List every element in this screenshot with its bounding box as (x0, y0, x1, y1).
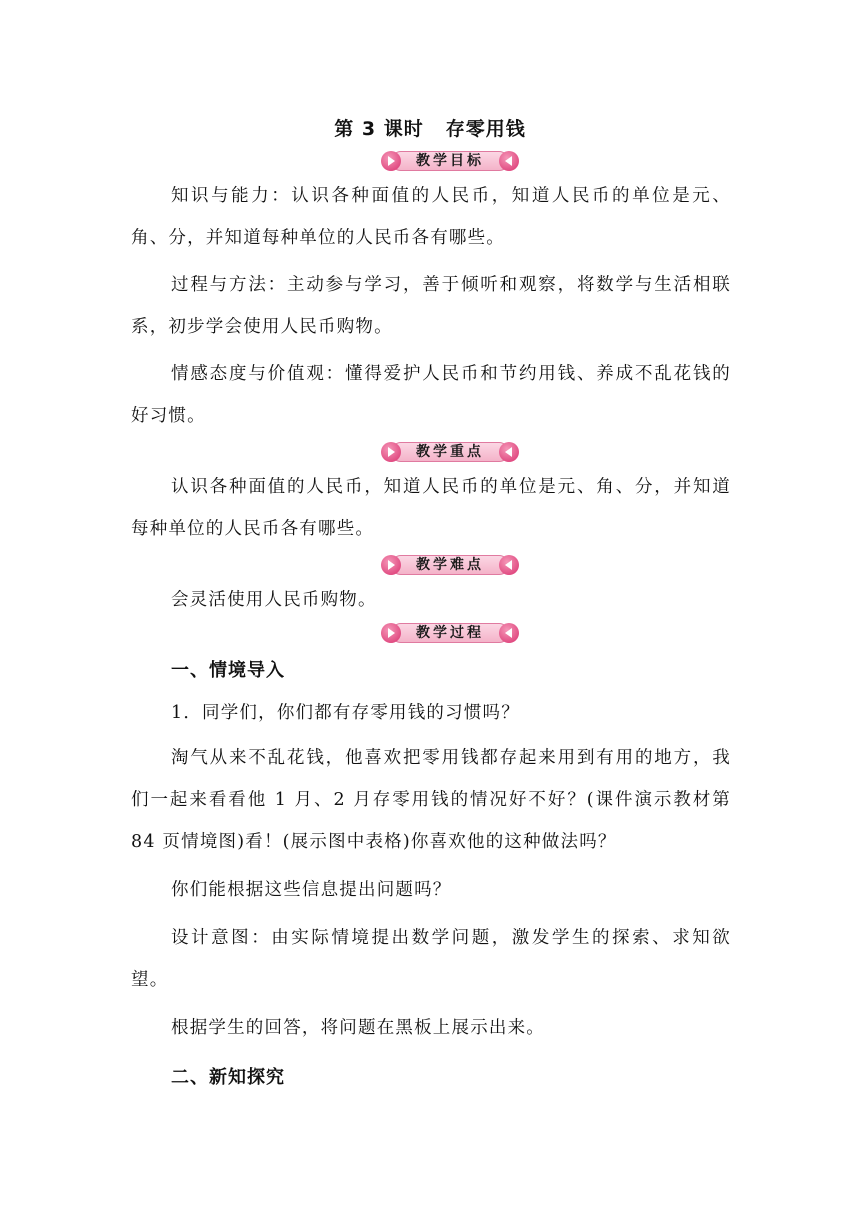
arrow-left-icon (499, 623, 519, 643)
arrow-left-icon (499, 151, 519, 171)
section-heading-intro: 一、情境导入 (171, 660, 285, 681)
arrow-right-icon (381, 442, 401, 462)
badge-difficulties (381, 554, 519, 576)
badge-process (381, 622, 519, 644)
goal-process: 过程与方法：主动参与学习，善于倾听和观察，将数学与生活相联系，初步学会使用人民币购物。 (131, 275, 731, 337)
badge-label: 教学难点 (416, 557, 484, 573)
arrow-left-icon (499, 442, 519, 462)
badge-label: 教学过程 (416, 625, 484, 641)
intro-question: 1．同学们，你们都有存零用钱的习惯吗？ (171, 703, 520, 723)
badge-label: 教学重点 (416, 444, 484, 460)
key-points-text: 认识各种面值的人民币，知道人民币的单位是元、角、分，并知道每种单位的人民币各有哪些。 (131, 477, 731, 539)
badge-key-points (381, 441, 519, 463)
arrow-right-icon (381, 151, 401, 171)
arrow-right-icon (381, 555, 401, 575)
intro-paragraph: 淘气从来不乱花钱，他喜欢把零用钱都存起来用到有用的地方，我们一起来看看他 1 月、2 月存零用钱的情况好不好？(课件演示教材第 84 页情境图)看！(展示图中表格)你喜欢他的这种做法吗？ (131, 748, 731, 852)
difficulties-text: 会灵活使用人民币购物。 (171, 590, 377, 610)
page-title (0, 114, 860, 141)
design-intent: 设计意图：由实际情境提出数学问题，激发学生的探索、求知欲望。 (131, 928, 731, 990)
badge-label: 教学目标 (416, 153, 484, 169)
intro-prompt: 你们能根据这些信息提出问题吗？ (171, 880, 452, 900)
arrow-left-icon (499, 555, 519, 575)
badge-teaching-goals (381, 150, 519, 172)
goal-knowledge: 知识与能力：认识各种面值的人民币，知道人民币的单位是元、角、分，并知道每种单位的人民币各有哪些。 (131, 186, 731, 248)
section-heading-explore: 二、新知探究 (171, 1067, 285, 1088)
lesson-number: 第 3 课时 (334, 118, 424, 140)
student-answer-note: 根据学生的回答，将问题在黑板上展示出来。 (171, 1018, 545, 1038)
arrow-right-icon (381, 623, 401, 643)
goal-emotion: 情感态度与价值观：懂得爱护人民币和节约用钱、养成不乱花钱的好习惯。 (131, 364, 731, 426)
lesson-topic: 存零用钱 (445, 118, 526, 140)
